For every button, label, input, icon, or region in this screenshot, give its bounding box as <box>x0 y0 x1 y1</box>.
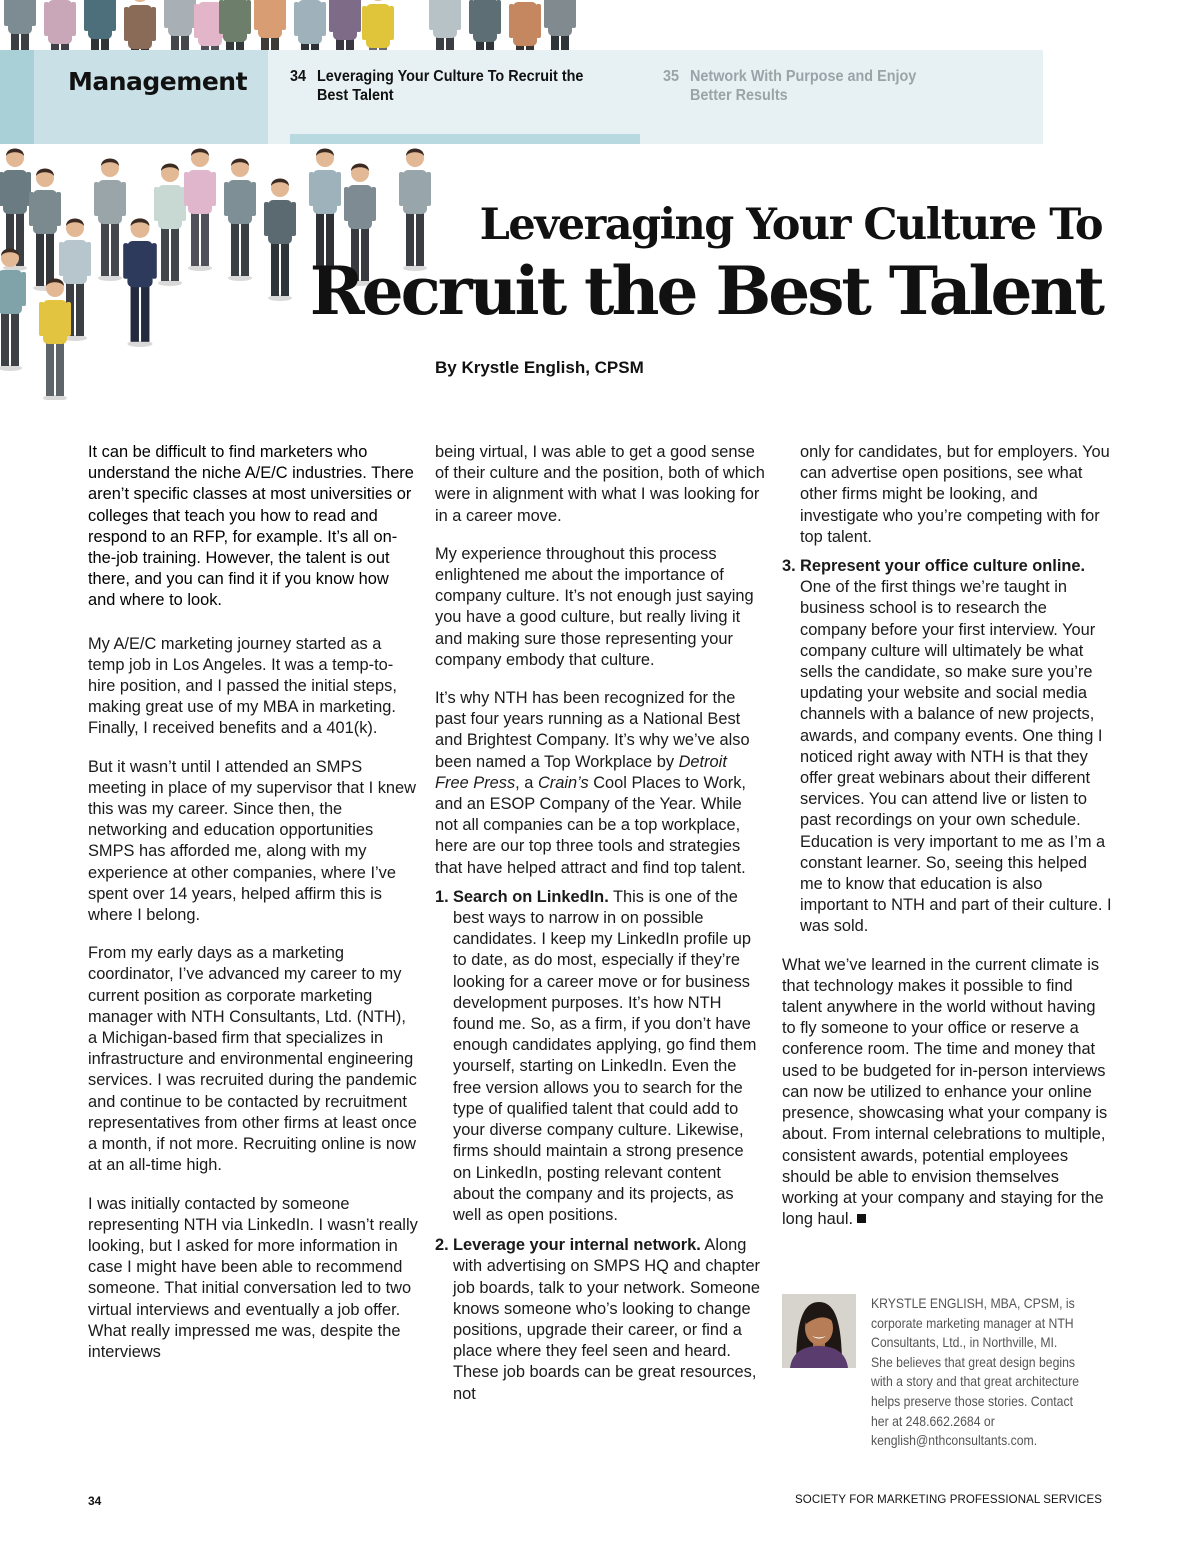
list-item <box>435 887 765 1226</box>
article-title-line-2: Recruit the Best Talent <box>309 252 1102 330</box>
list-number: 3. <box>782 557 796 576</box>
article-column-3 <box>782 442 1112 1247</box>
article-title-line-1: Leveraging Your Culture To <box>479 200 1102 250</box>
body-paragraph: being virtual, I was able to get a good sense of their culture and the position, both of which were in alignment with what I was looking for in a career move. <box>435 443 765 525</box>
list-item-body: Along with advertising on SMPS HQ and chapter job boards, talk to your network. Someone knows someone who’s looking to change positions, upgrade their career, or find a place where they feel seen and heard. These job boards can be great resources, not <box>453 1236 761 1403</box>
author-photo <box>782 1294 856 1368</box>
byline: By Krystle English, CPSM <box>435 358 644 377</box>
strategies-list-continued <box>782 556 1112 938</box>
body-paragraph <box>435 688 765 879</box>
list-number: 2. <box>435 1236 449 1255</box>
body-paragraph: But it wasn’t until I attended an SMPS meeting in place of my supervisor that I knew this was my career. Since then, the networking and education opportunities SMPS has afforded me, along with my experience at other companies, where I’ve spent over 14 years, helped affirm this is where I belong. <box>88 757 416 925</box>
person-figure <box>29 169 61 292</box>
body-text: Cool Places to Work, and an ESOP Company of the Year. While not all companies can be a top workplace, here are our top three tools and strategies that have helped attract and find top talent. <box>435 773 746 877</box>
author-bio: KRYSTLE ENGLISH, MBA, CPSM, is corporate marketing manager at NTH Consultants, Ltd., in Northville, MI. She believes that great design begins with a story and that great architecture helps preserve those stories. Contact her at 248.662.2684 or kenglish@nthconsultants.com. <box>871 1296 1080 1449</box>
body-paragraph: From my early days as a marketing coordinator, I’ve advanced my career to my current position as corporate marketing manager with NTH Consultants, Ltd. (NTH), a Michigan-based firm that specializes in infrastructure and environmental engineering services. I was recruited during the pandemic and continue to be contacted by recruitment representatives from other firms at least once a month, if not more. Recruiting online is now at an all-time high. <box>88 944 417 1175</box>
body-text: What we’ve learned in the current climate is that technology makes it possible to find talent anywhere in the world without having to fly someone to your office or reserve a conference room. The time and money that used to be budgeted for in-person interviews can now be utilized to enhance your online presence, showcasing what your company is about. From internal celebrations to multiple, consistent awards, potential employees should be able to envision themselves working at your company and staying for the long haul. <box>782 955 1108 1229</box>
body-text: It’s why NTH has been recognized for the past four years running as a National Best and Brightest Company. It’s why we’ve also been named a Top Workplace by <box>435 689 750 771</box>
publisher-name: SOCIETY FOR MARKETING PROFESSIONAL SERVICES <box>795 1494 1102 1506</box>
person-figure <box>154 164 186 287</box>
list-item-body: This is one of the best ways to narrow in on possible candidates. I keep my LinkedIn profile up to date, as do most, especially if they’re looking for a career move or for business development purposes. It’s how NTH found me. So, as a firm, if you don’t have enough candidates applying, go find them yourself, starting on LinkedIn. Even the free version allows you to search for the type of qualified talent that could add to your diverse company culture. Likewise, firms should maintain a strong presence on LinkedIn, posting relevant content about the company and its projects, as well as open positions. <box>453 887 757 1224</box>
publication-name: Crain’s <box>537 773 589 792</box>
page-number: 34 <box>88 1494 102 1508</box>
body-paragraph: I was initially contacted by someone representing NTH via LinkedIn. I wasn’t really looking, but I asked for more information in case I might have been able to recommend someone. That initial conversation led to two virtual interviews and eventually a job offer. What really impressed me was, despite the interviews <box>88 1194 418 1361</box>
list-number: 1. <box>435 887 449 906</box>
intro-paragraph: It can be difficult to find marketers who understand the niche A/E/C industries. There aren’t specific classes at most universities or colleges that teach you how to read and respond to an RFP, for example. It’s all on-the-job training. However, the talent is out there, and you can find it if you know how and where to look. <box>88 443 414 610</box>
end-mark-icon <box>857 1214 866 1223</box>
section-tab <box>0 50 268 144</box>
list-item <box>782 556 1112 938</box>
nav-current-title: Leveraging Your Culture To Recruit the Best Talent <box>317 68 584 104</box>
closing-paragraph <box>782 955 1112 1231</box>
strategies-list <box>435 887 765 1405</box>
body-paragraph: My experience throughout this process enlightened me about the importance of company culture. It’s not enough just saying you have a good culture, but really living it and making sure those representing your company embody that culture. <box>435 544 754 669</box>
nav-next-title: Network With Purpose and Enjoy Better Results <box>690 68 917 104</box>
publication-name: Detroit Free Press <box>435 752 727 792</box>
nav-current-page-number: 34 <box>290 68 307 85</box>
list-item-body: One of the first things we’re taught in business school is to research the company before your first interview. Your company culture will ultimately be what sells the candidate, so make sure you’re updating your website and social media channels with a balance of new projects, awards, and company events. One thing I noticed right away with NTH is that they offer great webinars about their different services. You can attend live or listen to past recordings on your own schedule. Education is very important to me as I’m a constant learner. So, seeing this helped me to know that education is also important to NTH and part of their culture. I was sold. <box>800 578 1112 936</box>
person-figure <box>94 159 126 282</box>
body-text: , a <box>515 773 538 792</box>
banner-edge <box>0 50 34 144</box>
body-paragraph: My A/E/C marketing journey started as a temp job in Los Angeles. It was a temp-to-hire position, and I passed the initial steps, making great use of my MBA in marketing. Finally, I received benefits and a 401(k). <box>88 634 397 738</box>
person-figure <box>123 218 157 347</box>
person-figure <box>184 149 216 272</box>
list-item-heading: Leverage your internal network. <box>453 1236 701 1255</box>
article-column-1 <box>88 442 418 1380</box>
person-figure <box>224 159 256 282</box>
nav-active-indicator <box>290 134 640 144</box>
list-item <box>435 1235 765 1405</box>
person-figure <box>264 179 296 302</box>
section-title: Management <box>68 67 248 96</box>
article-column-2 <box>435 442 765 1422</box>
nav-next-page-number: 35 <box>663 68 680 85</box>
list-item-continuation: only for candidates, but for employers. You can advertise open positions, see what other firms might be looking, and investigate who you’re competing with for top talent. <box>800 443 1110 546</box>
list-item-heading: Represent your office culture online. <box>800 557 1086 576</box>
list-item-heading: Search on LinkedIn. <box>453 887 609 906</box>
